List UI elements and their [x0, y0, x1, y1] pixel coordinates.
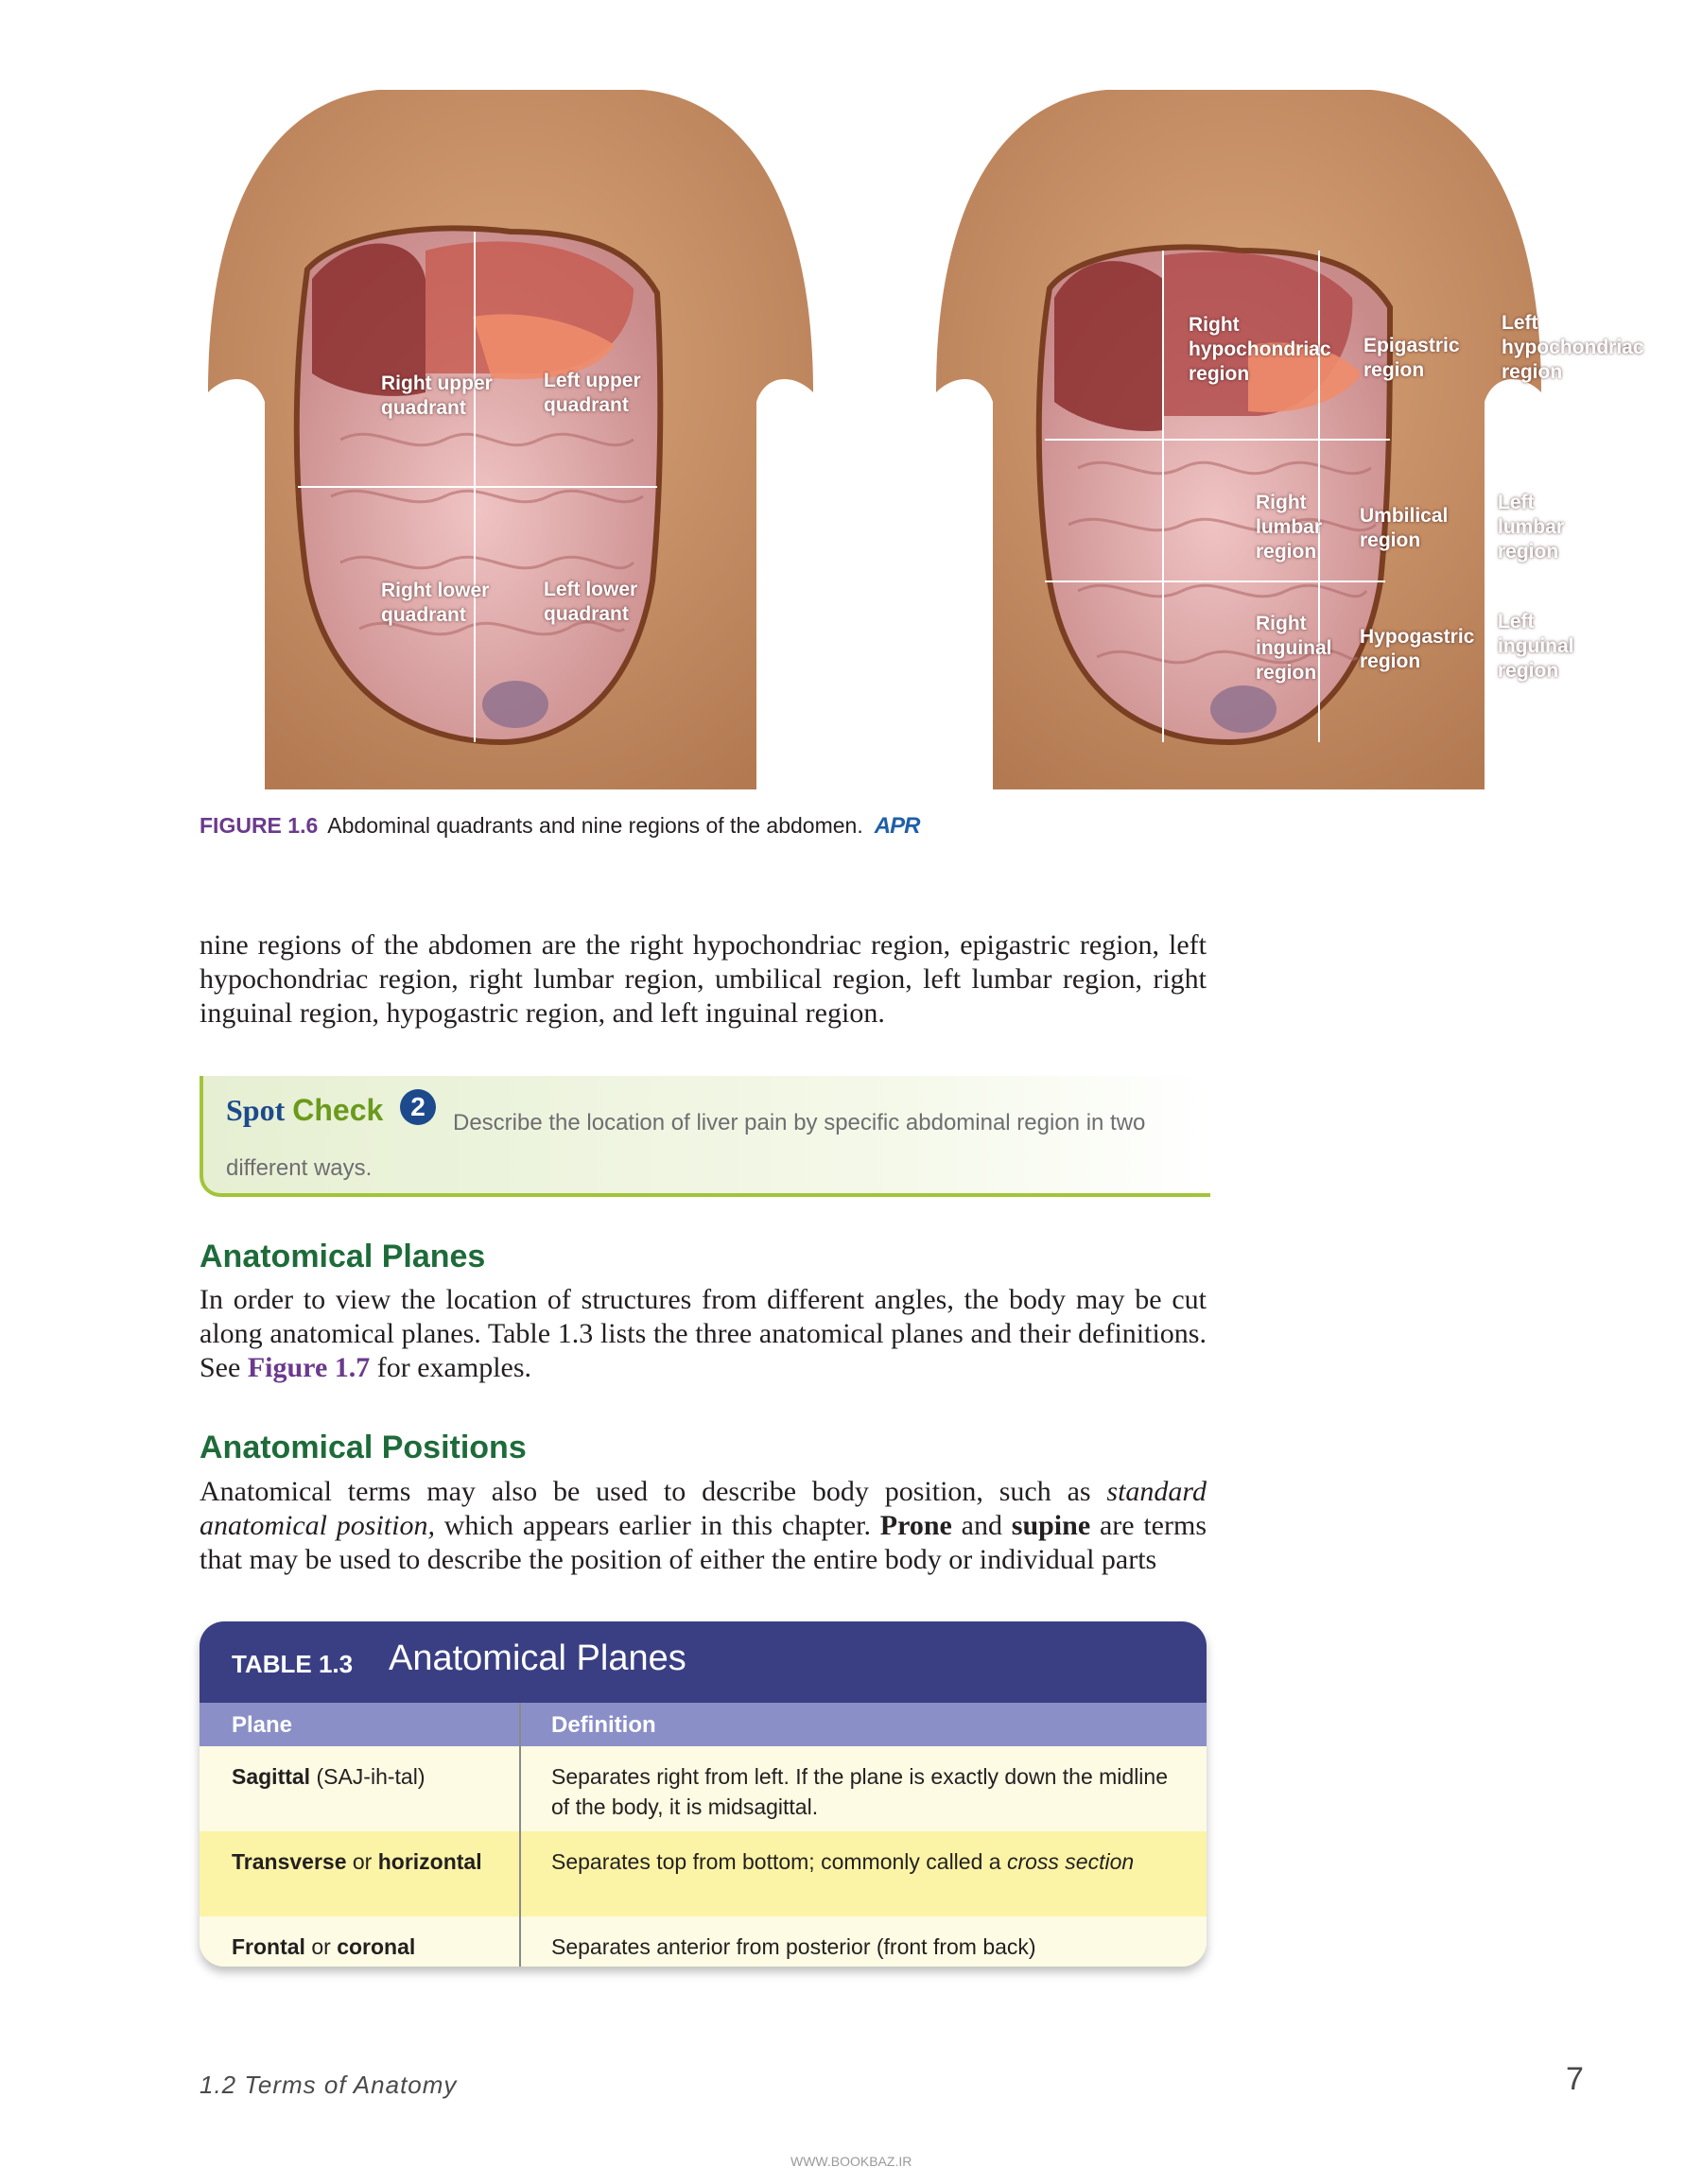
plane-cell — [232, 1932, 415, 1962]
table-row — [200, 1746, 1207, 1831]
plane-cell — [232, 1761, 425, 1792]
label-umbilical-region: Umbilical region — [1360, 505, 1449, 551]
label-right-inguinal-region: Right inguinal region — [1256, 613, 1332, 684]
table-row — [200, 1916, 1207, 1967]
paragraph-anatomical-positions — [200, 1475, 1207, 1577]
plane-cell — [232, 1846, 482, 1877]
table-title: Anatomical Planes — [389, 1638, 686, 1678]
plane-pronunciation: (SAJ-ih-tal) — [310, 1764, 426, 1789]
column-header-definition: Definition — [551, 1712, 656, 1738]
spot-check-number-badge: 2 — [400, 1089, 436, 1125]
plane-name: Transverse — [232, 1849, 347, 1874]
positions-italic: standard anatomical position, — [200, 1476, 1207, 1541]
table-header — [200, 1621, 1207, 1703]
spot-check-title — [226, 1093, 383, 1128]
figure-1-6 — [189, 90, 1644, 799]
page-number: 7 — [1566, 2061, 1584, 2097]
positions-t3: and — [951, 1510, 1012, 1541]
label-right-hypochondriac-region: Right hypochondriac region — [1189, 314, 1331, 385]
abdominal-regions-illustration — [917, 90, 1644, 789]
plane-name: Frontal — [232, 1934, 305, 1959]
table-label: TABLE 1.3 — [232, 1650, 354, 1678]
term-prone: Prone — [879, 1510, 952, 1541]
table-column-headers — [200, 1703, 1207, 1746]
label-left-lower-quadrant: Left lower quadrant — [544, 579, 638, 625]
positions-t4: are terms that may be used to describe the position of either the entire body or individual parts — [200, 1510, 1207, 1575]
label-left-hypochondriac-region: Left hypochondriac region — [1502, 312, 1644, 383]
spot-word: Spot — [226, 1093, 286, 1127]
spot-check-text: Describe the location of liver pain by specific abdominal region in two different ways. — [226, 1110, 1146, 1181]
definition-text: Separates top from bottom; commonly called a — [551, 1849, 1007, 1874]
table-column-divider — [519, 1703, 521, 1967]
figure-number: FIGURE 1.6 — [200, 813, 319, 838]
plane-or: or — [346, 1849, 378, 1874]
plane-alt-name: coronal — [337, 1934, 416, 1959]
label-left-upper-quadrant: Left upper quadrant — [544, 370, 641, 416]
heading-anatomical-planes: Anatomical Planes — [200, 1239, 486, 1274]
figure-1-7-link[interactable]: Figure 1.7 — [247, 1352, 371, 1383]
definition-cell: Separates anterior from posterior (front from back) — [551, 1934, 1036, 1959]
check-word: Check — [292, 1093, 384, 1127]
label-left-lumbar-region: Left lumbar region — [1498, 492, 1565, 563]
label-hypogastric-region: Hypogastric region — [1360, 626, 1475, 672]
abdominal-quadrants-illustration — [189, 90, 832, 789]
plane-name: Sagittal — [232, 1764, 311, 1789]
definition-cell: Separates right from left. If the plane is exactly down the midline of the body, it is midsagittal. — [551, 1764, 1168, 1819]
apr-logo[interactable]: APR — [874, 813, 920, 839]
definition-cell — [551, 1846, 1185, 1877]
column-header-plane: Plane — [232, 1712, 293, 1738]
figure-caption — [200, 813, 919, 840]
table-row — [200, 1831, 1207, 1916]
label-epigastric-region: Epigastric region — [1363, 335, 1460, 381]
planes-text-a: In order to view the location of structures from different angles, the body may be cut along anatomical planes. Table 1.3 lists the three anatomical planes and their definitions. See — [200, 1284, 1207, 1383]
plane-or: or — [304, 1934, 338, 1959]
spot-check-box — [200, 1076, 1210, 1197]
positions-t2: which appears earlier in this chapter. — [434, 1510, 880, 1541]
running-footer-section: 1.2 Terms of Anatomy — [200, 2071, 458, 2099]
definition-italic: cross section — [1006, 1849, 1135, 1874]
paragraph-regions: nine regions of the abdomen are the right hypochondriac region, epigastric region, left hypochondriac region, right lumbar region, umbilical region, left lumbar region, right inguinal region, hypogastric region, and left inguinal region. — [200, 929, 1207, 1029]
term-supine: supine — [1011, 1510, 1091, 1541]
planes-text-b: for examples. — [370, 1352, 532, 1383]
heading-anatomical-positions: Anatomical Positions — [200, 1430, 527, 1465]
label-right-upper-quadrant: Right upper quadrant — [381, 373, 493, 419]
label-right-lower-quadrant: Right lower quadrant — [381, 580, 490, 626]
figure-caption-text: Abdominal quadrants and nine regions of the abdomen. — [327, 813, 863, 838]
paragraph-anatomical-planes — [200, 1283, 1207, 1385]
table-1-3 — [200, 1621, 1207, 1967]
plane-alt-name: horizontal — [377, 1849, 482, 1874]
label-left-inguinal-region: Left inguinal region — [1498, 611, 1574, 682]
label-right-lumbar-region: Right lumbar region — [1256, 492, 1323, 563]
positions-t1: Anatomical terms may also be used to describe body position, such as — [200, 1476, 1107, 1507]
watermark: WWW.BOOKBAZ.IR — [790, 2154, 912, 2169]
